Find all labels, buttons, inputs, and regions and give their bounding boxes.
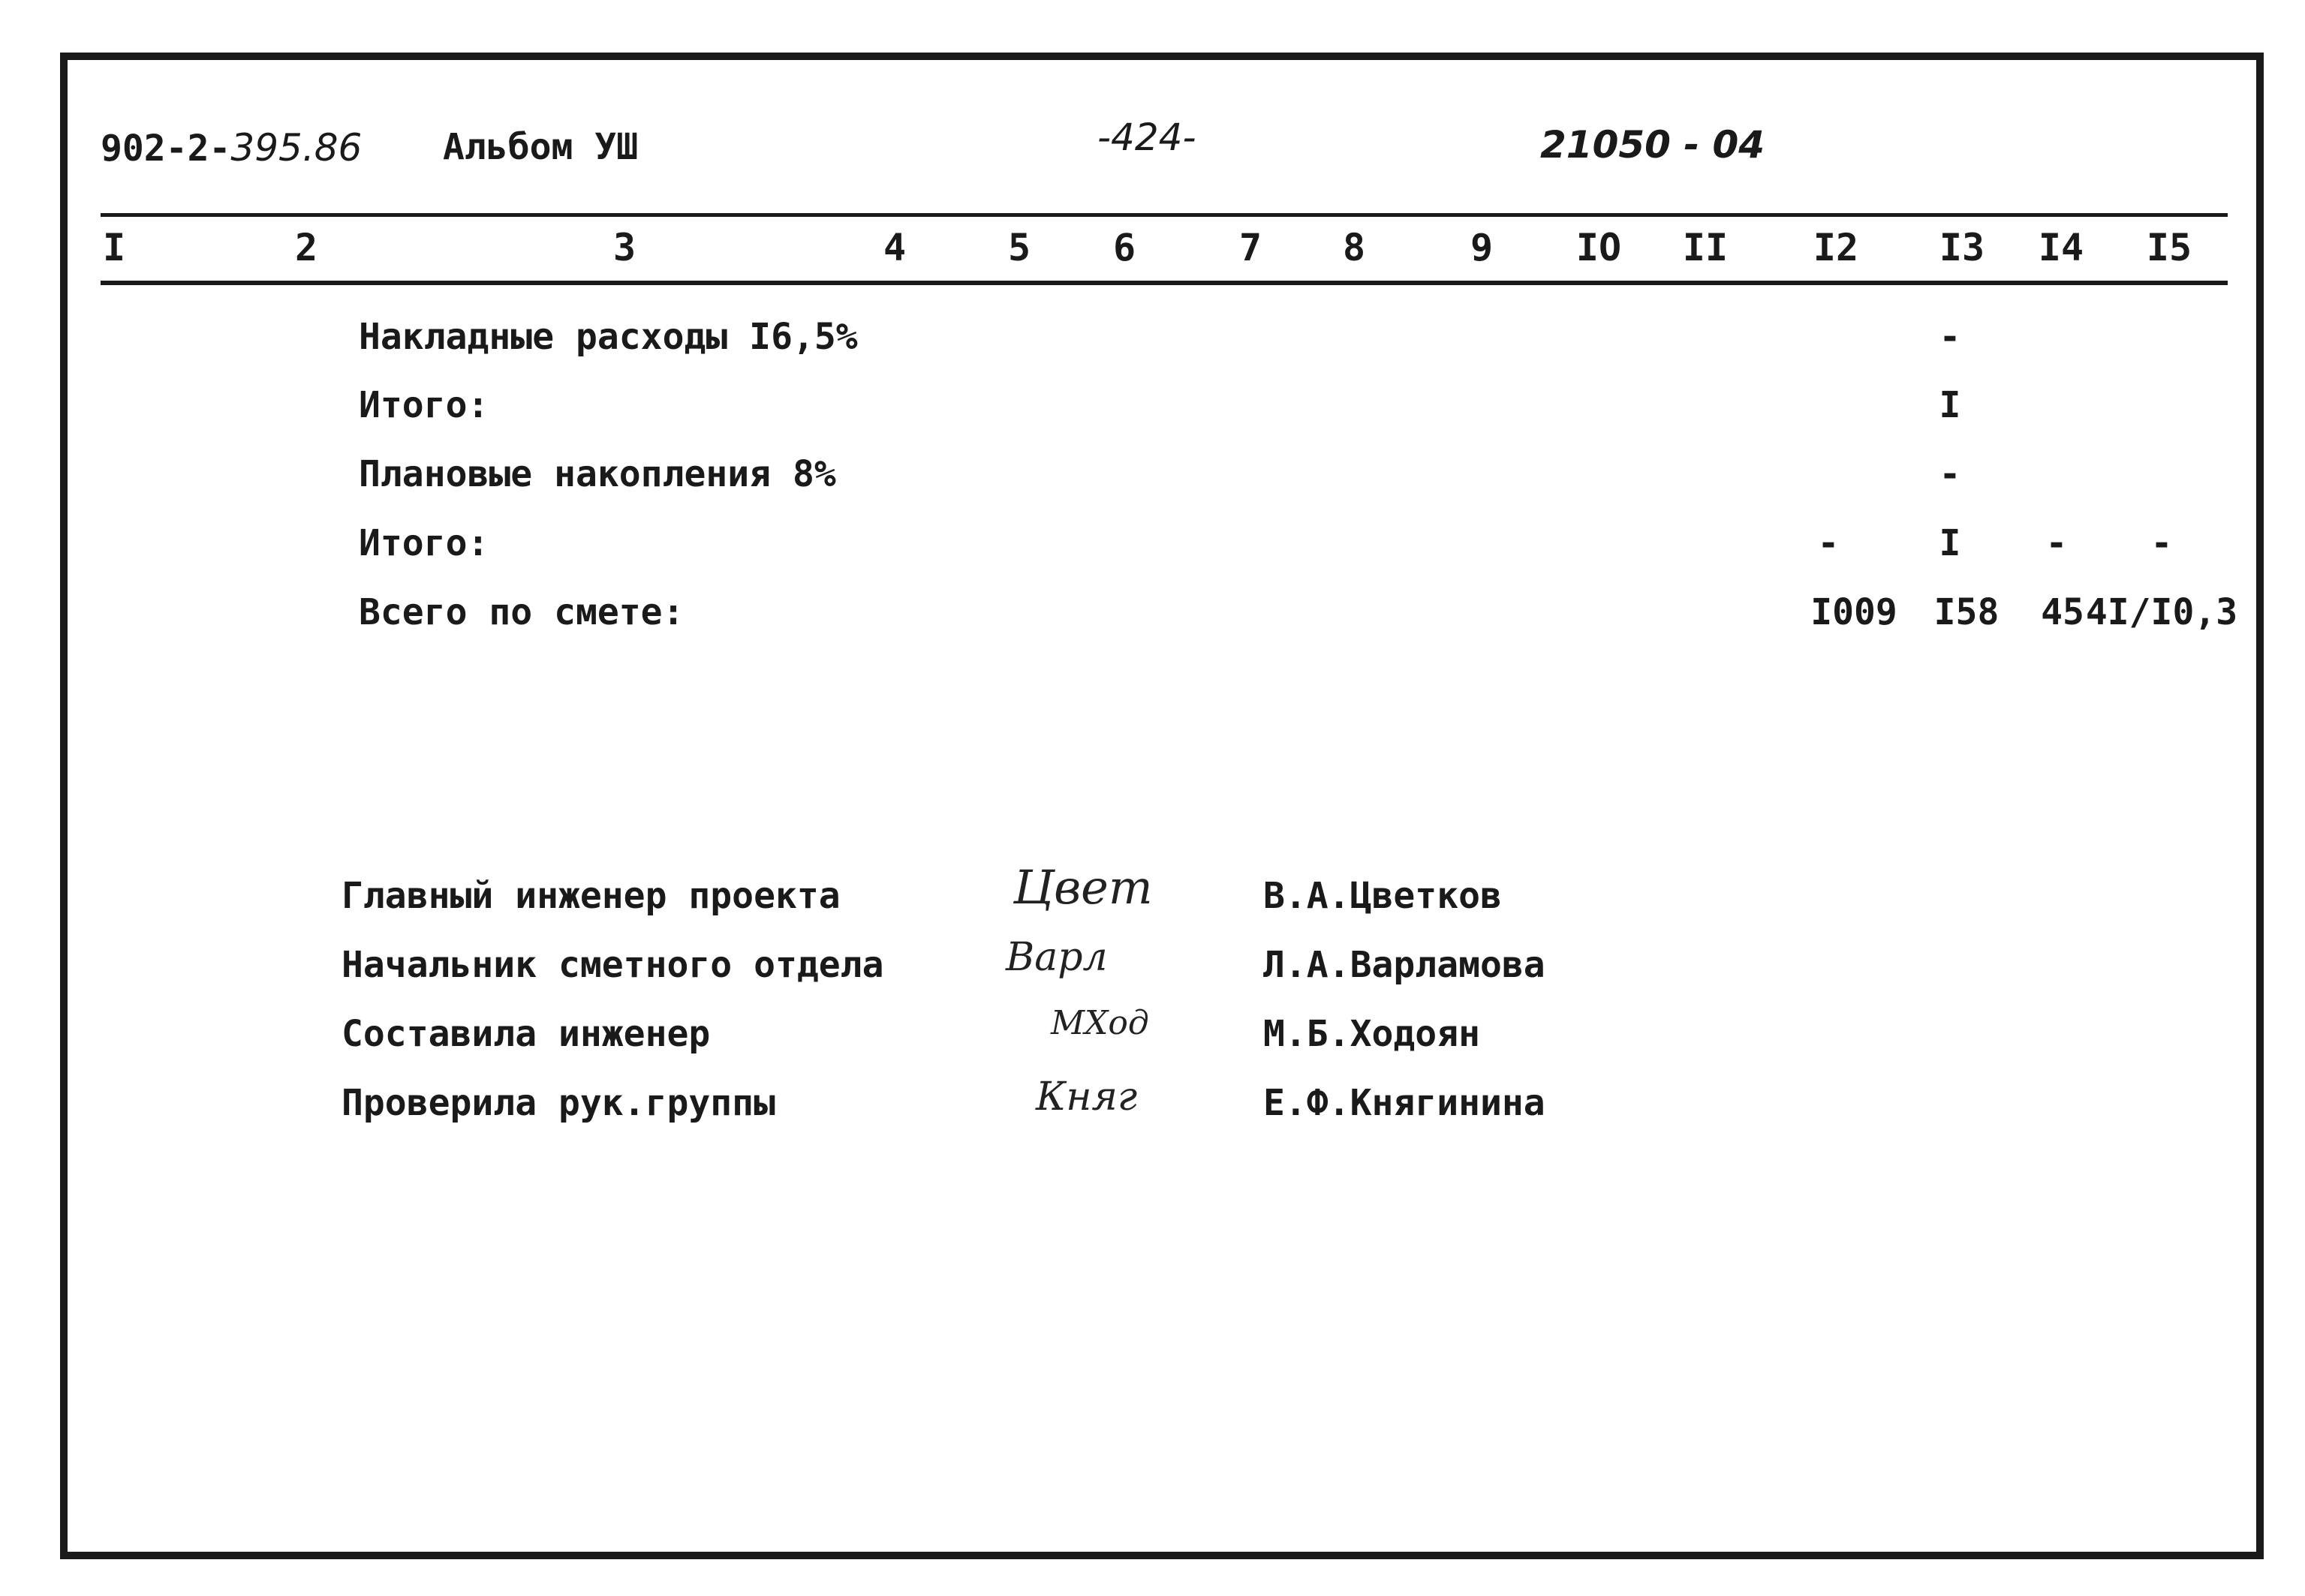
column-number: I3 xyxy=(1939,226,1985,269)
cell-col15: 4I/I0,3 xyxy=(2085,591,2238,633)
signature-name: М.Б.Ходоян xyxy=(1263,1013,1480,1055)
cell-col13: - xyxy=(1939,316,1961,358)
column-number: I2 xyxy=(1813,226,1859,269)
row-label-planned-savings: Плановые накопления 8% xyxy=(359,453,836,495)
column-number: 5 xyxy=(1007,226,1031,269)
document-code-prefix: 902-2- xyxy=(101,128,231,170)
page-frame xyxy=(60,53,2264,1559)
column-number: IO xyxy=(1575,226,1622,269)
handwritten-signature: МХод xyxy=(1051,1004,1149,1042)
column-number: 8 xyxy=(1342,226,1366,269)
cell-col13: I58 xyxy=(1933,591,2000,633)
signature-title: Проверила рук.группы xyxy=(342,1082,775,1124)
page-number: -424- xyxy=(1097,116,1196,159)
row-label-subtotal: Итого: xyxy=(359,522,489,564)
signature-title: Начальник сметного отдела xyxy=(342,944,884,986)
column-number: I4 xyxy=(2038,226,2084,269)
row-label-grand-total: Всего по смете: xyxy=(359,591,685,633)
signature-title: Составила инженер xyxy=(342,1013,711,1055)
handwritten-signature: Цвет xyxy=(1013,860,1153,915)
cell-col12: - xyxy=(1817,522,1840,564)
cell-col13: I xyxy=(1939,384,1961,426)
header-rule-bottom xyxy=(101,281,2228,285)
header-rule-top xyxy=(101,213,2228,217)
column-number: I xyxy=(102,226,126,269)
cell-col13: I xyxy=(1939,522,1961,564)
column-number: 2 xyxy=(294,226,318,269)
signature-name: В.А.Цветков xyxy=(1263,875,1502,917)
cell-col12: I009 xyxy=(1810,591,1897,633)
row-label-overhead: Накладные расходы I6,5% xyxy=(359,316,858,358)
column-number: 6 xyxy=(1112,226,1136,269)
row-label-subtotal: Итого: xyxy=(359,384,489,426)
column-number: 3 xyxy=(612,226,636,269)
cell-col15: - xyxy=(2150,522,2173,564)
column-number: 7 xyxy=(1238,226,1262,269)
column-number: 4 xyxy=(883,226,907,269)
handwritten-signature: Варл xyxy=(1006,935,1108,980)
cell-col14: - xyxy=(2045,522,2068,564)
column-number: I5 xyxy=(2146,226,2192,269)
column-number: 9 xyxy=(1470,226,1494,269)
cell-col13: - xyxy=(1939,453,1961,495)
signature-name: Л.А.Варламова xyxy=(1263,944,1545,986)
document-code xyxy=(101,126,363,170)
handwritten-signature: Княг xyxy=(1036,1075,1138,1120)
album-label: Альбом УШ xyxy=(443,126,639,168)
cell-col14: 45 xyxy=(2041,591,2084,633)
signature-name: Е.Ф.Княгинина xyxy=(1263,1082,1545,1124)
signature-title: Главный инженер проекта xyxy=(342,875,841,917)
column-number: II xyxy=(1682,226,1729,269)
document-number: 21050 - 04 xyxy=(1540,123,1765,167)
document-code-handwritten: 395.86 xyxy=(230,126,363,170)
